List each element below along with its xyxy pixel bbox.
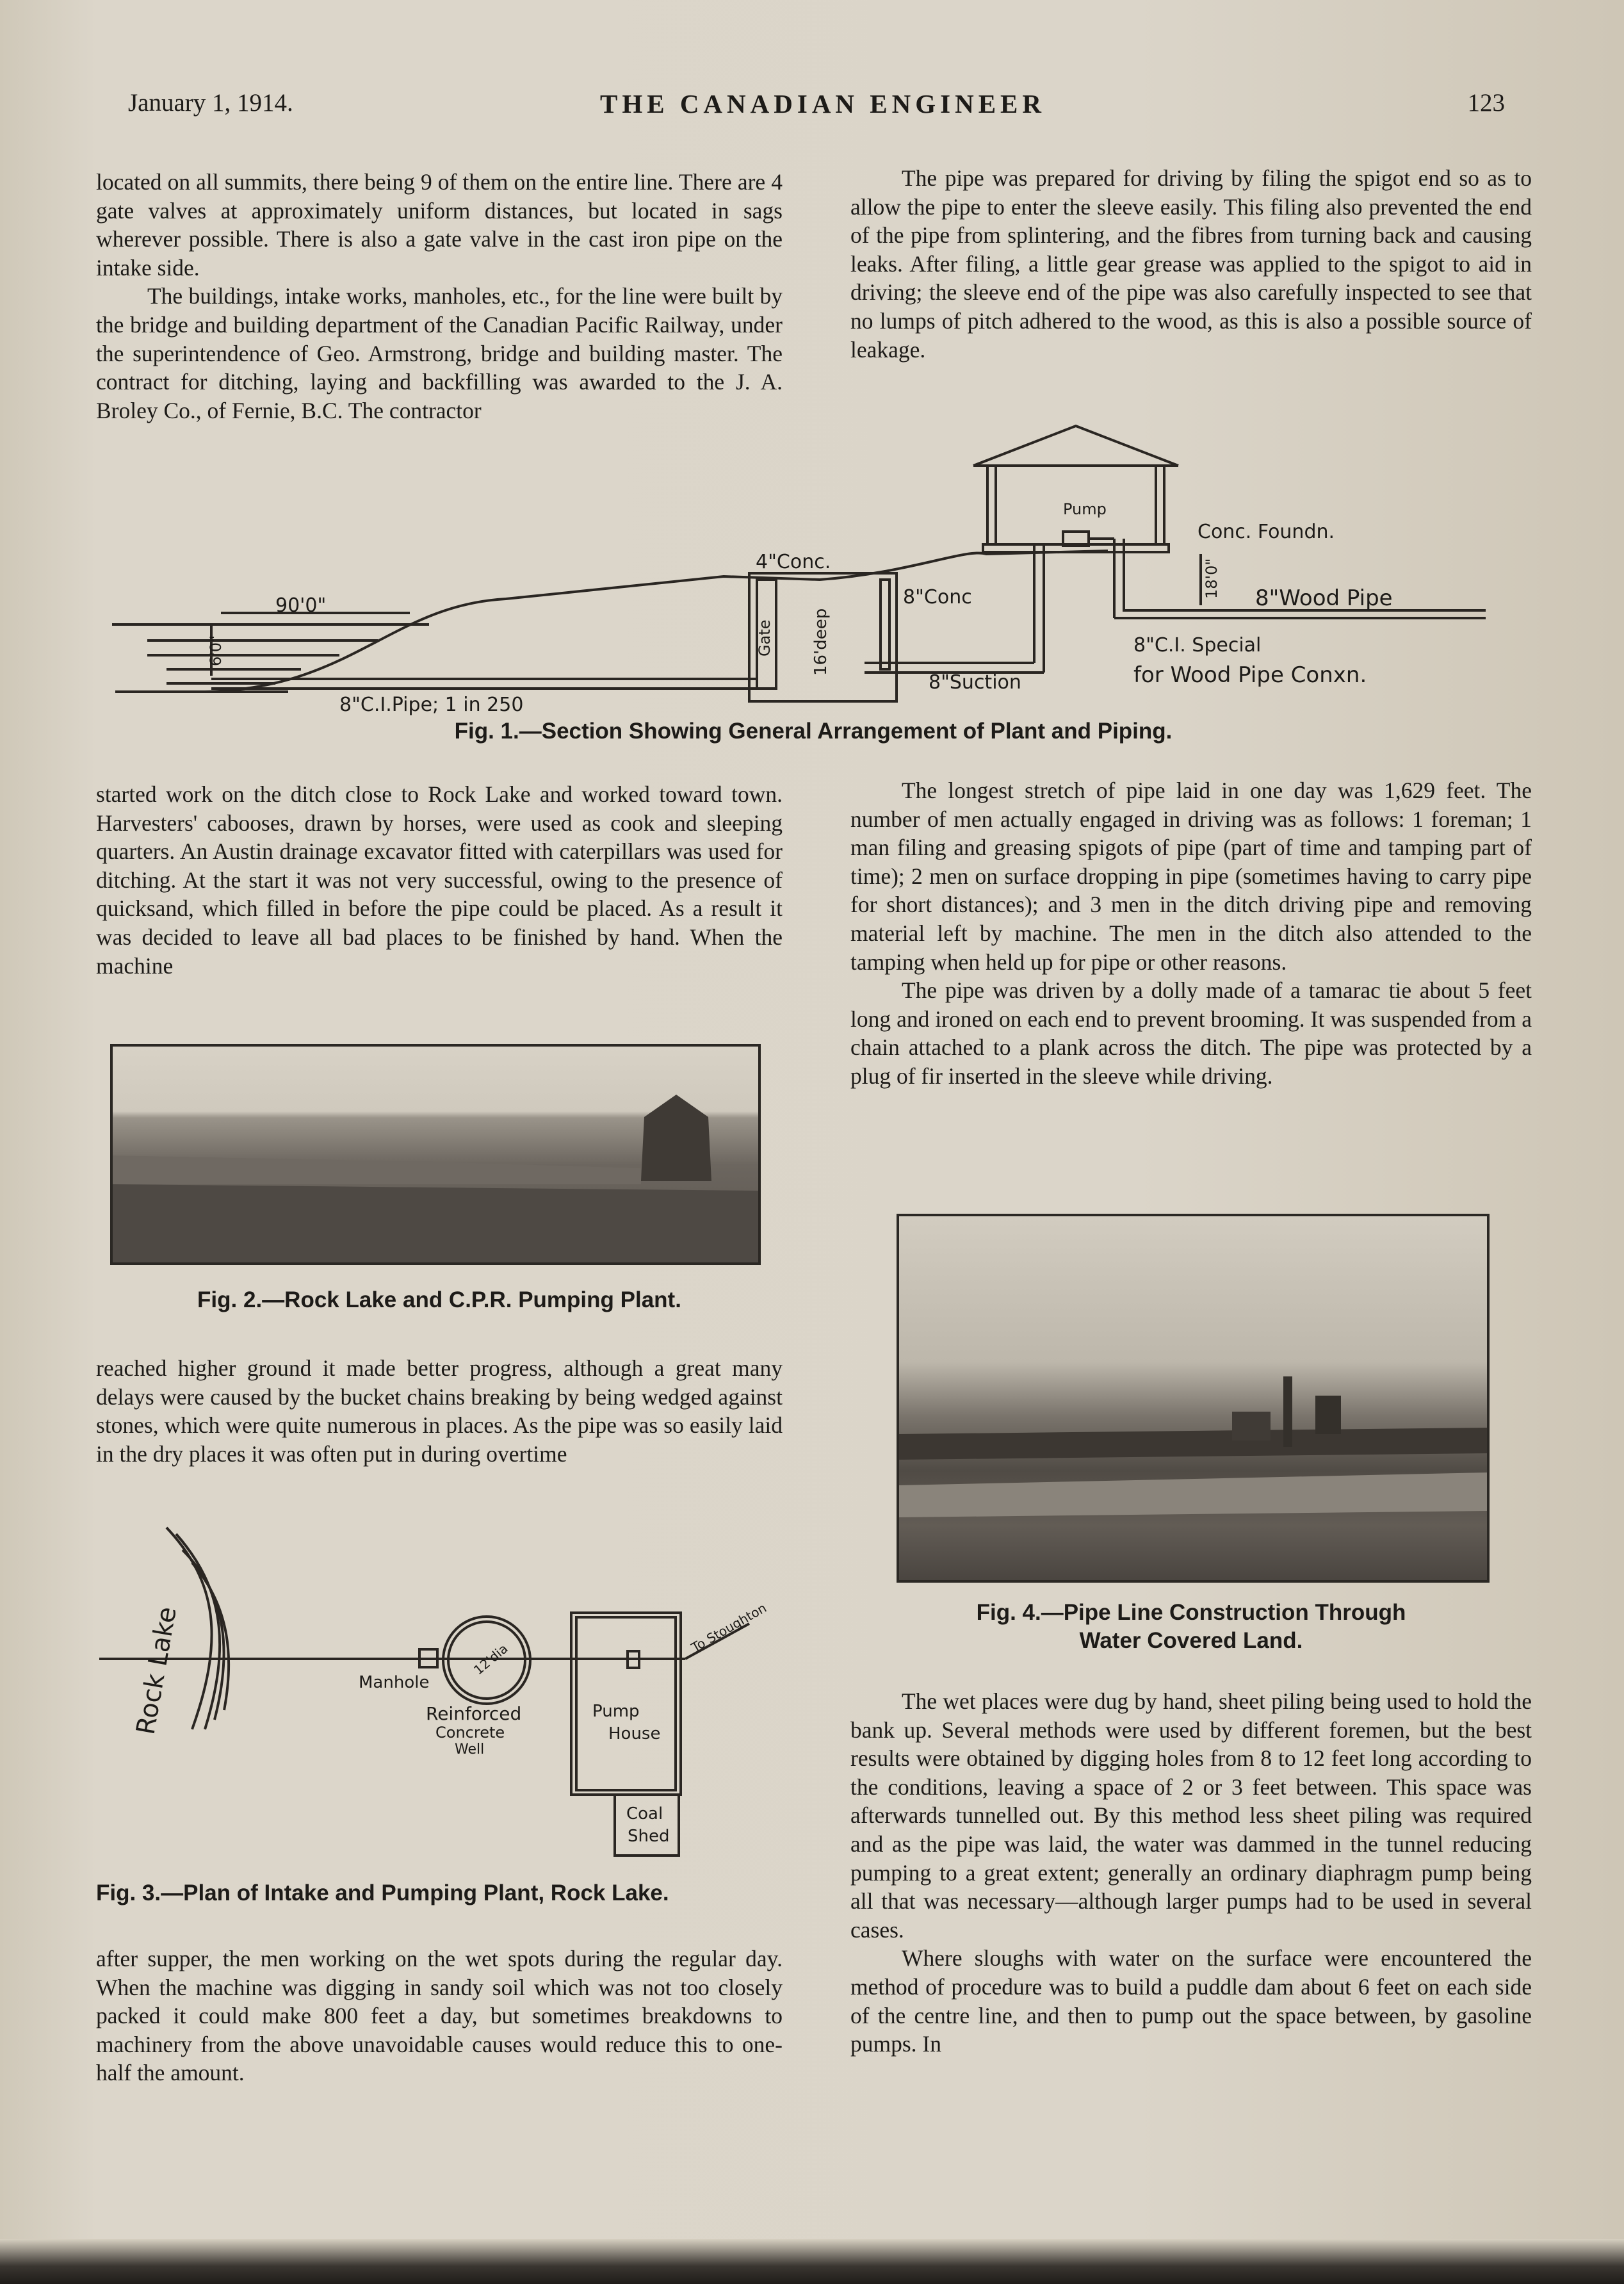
fig4-caption-line: Fig. 4.—Pipe Line Construction Through — [976, 1600, 1406, 1625]
fig2-caption: Fig. 2.—Rock Lake and C.P.R. Pumping Plant. — [197, 1287, 681, 1312]
fig3-plan-drawing — [96, 1524, 788, 1870]
fig1-label: 8"C.I. Special — [1133, 634, 1262, 657]
fig2-photo — [110, 1044, 761, 1265]
fig1-label: 18'0" — [1203, 558, 1221, 599]
fig1-label: 8"Conc — [903, 586, 972, 608]
fig3-label: To Stoughton — [688, 1600, 769, 1656]
fig1-label: 4"Conc. — [756, 551, 831, 573]
paragraph: The buildings, intake works, manholes, etc., for the line were built by the bridge and building department of the Canadian Pacific Railway, under the superintendence of Geo. Armstrong, bridge and building master. The contract for ditching, laying and backfilling was awarded to the J. A. Broley Co., of Fernie, B.C. The contractor — [96, 283, 783, 423]
right-column-bottom — [850, 1687, 1532, 2059]
fig1-label: 8"C.I.Pipe; 1 in 250 — [339, 694, 524, 716]
fig3-label: House — [608, 1724, 661, 1743]
right-column-middle — [850, 776, 1532, 1091]
fig3-label: Well — [455, 1742, 485, 1758]
fig1-label: 8"Suction — [929, 671, 1021, 694]
fig3-label: Rock Lake — [131, 1604, 183, 1737]
page-number: 123 — [1467, 89, 1505, 117]
fig4-scene — [899, 1216, 1487, 1580]
fig4-photo — [897, 1214, 1490, 1583]
running-header — [128, 88, 1518, 127]
left-column-bottom — [96, 1945, 783, 2087]
fig1-label: Conc. Foundn. — [1198, 521, 1335, 543]
paragraph: The pipe was prepared for driving by filing the spigot end so as to allow the pipe to enter the sleeve easily. This filing also prevented the end of the pipe from splintering, and the fibres from turning back and causing leaks. After filing, a little gear grease was applied to the spigot to aid in driving; the sleeve end of the pipe was also carefully inspected to see that no lumps of pitch adhered to the wood, as this is also a possible source of leakage. — [850, 165, 1532, 363]
fig3-caption: Fig. 3.—Plan of Intake and Pumping Plant, Rock Lake. — [96, 1880, 669, 1905]
journal-title: THE CANADIAN ENGINEER — [599, 89, 1046, 118]
left-column-lower — [96, 1354, 783, 1468]
paragraph: located on all summits, there being 9 of them on the entire line. There are 4 gate valves at approximately uniform distances, but located in sags wherever possible. There is also a gate valve in the cast iron pipe on the intake side. — [96, 169, 783, 281]
issue-date: January 1, 1914. — [128, 89, 293, 117]
fig1-label: for Wood Pipe Conxn. — [1133, 662, 1367, 688]
paragraph: Where sloughs with water on the surface were encountered the method of procedure was to build a puddle dam about 6 feet on each side of the centre line, and then to pump out the space between, by gasoline pumps. In — [850, 1945, 1532, 2057]
paragraph: started work on the ditch close to Rock Lake and worked toward town. Harvesters' cabooses, drawn by horses, were used as cook and sleeping quarters. An Austin drainage excavator fitted with caterpillars was used for ditching. At the start it was not very successful, owing to the presence of quicksand, which filled in before the pipe could be placed. As a result it was decided to leave all bad places to be finished by hand. When the machine — [96, 781, 783, 979]
right-column-top — [850, 164, 1532, 364]
fig3-label: Pump — [592, 1702, 640, 1721]
paragraph: The longest stretch of pipe laid in one day was 1,629 feet. The number of men actually engaged in driving was as follows: 1 foreman; 1 man filing and greasing spigots of pipe (part of time and tamping part of time); 2 men on surface dropping in pipe (sometimes having to carry pipe for short distances); and 3 men in the ditch driving pipe and removing material left by machine. The men in the ditch also attended to the tamping when held up for pipe or other reasons. — [850, 778, 1532, 975]
paragraph: reached higher ground it made better progress, although a great many delays were caused by the bucket chains breaking by being wedged against stones, which were quite numerous in places. As the pipe was so easily laid in the dry places it was often put in during overtime — [96, 1355, 783, 1467]
fig2-scene — [113, 1047, 758, 1262]
fig1-label: Pump — [1063, 500, 1107, 518]
left-column-middle — [96, 780, 783, 980]
fig3-label: Coal — [626, 1804, 663, 1823]
fig1-label: 90'0" — [275, 594, 327, 617]
fig4-caption — [850, 1599, 1532, 1655]
fig3-label: 12'dia — [471, 1640, 511, 1678]
fig1-label: 16'deep — [811, 608, 831, 676]
left-column-top — [96, 168, 783, 425]
fig3-label: Manhole — [359, 1673, 430, 1692]
fig1-label: 8"Wood Pipe — [1255, 585, 1393, 611]
fig3-label: Reinforced — [426, 1703, 522, 1724]
fig3-label: Shed — [628, 1827, 670, 1846]
fig1-label: 6'0" — [207, 635, 225, 666]
fig4-caption-line: Water Covered Land. — [1079, 1628, 1303, 1653]
paragraph: after supper, the men working on the wet spots during the regular day. When the machine was digging in sandy soil which was not too closely packed it could make 800 feet a day, but sometimes breakdowns to machinery from the above unavoidable causes would reduce this to one-half the amount. — [96, 1946, 783, 2086]
fig1-caption: Fig. 1.—Section Showing General Arrangement of Plant and Piping. — [454, 719, 1173, 744]
fig1-label: Gate — [756, 619, 774, 657]
fig3-label: Concrete — [435, 1724, 505, 1742]
paragraph: The pipe was driven by a dolly made of a tamarac tie about 5 feet long and ironed on each end to prevent brooming. It was suspended from a chain attached to a plank across the ditch. The pipe was protected by a plug of fir inserted in the sleeve while driving. — [850, 977, 1532, 1089]
fig1-section-drawing — [109, 420, 1505, 721]
paragraph: The wet places were dug by hand, sheet piling being used to hold the bank up. Several methods were used by different foremen, but the best results were obtained by digging holes from 8 to 12 feet long according to the conditions, leaving a space of 2 or 3 feet between. This space was afterwards tunnelled out. By this method less sheet piling was required and as the pipe was laid, the water was dammed in the tunnel reducing pumping to a great extent; generally an ordinary diaphragm pump being all that was necessary—although larger pumps had to be used in several cases. — [850, 1688, 1532, 1943]
scan-edge — [0, 2239, 1624, 2284]
